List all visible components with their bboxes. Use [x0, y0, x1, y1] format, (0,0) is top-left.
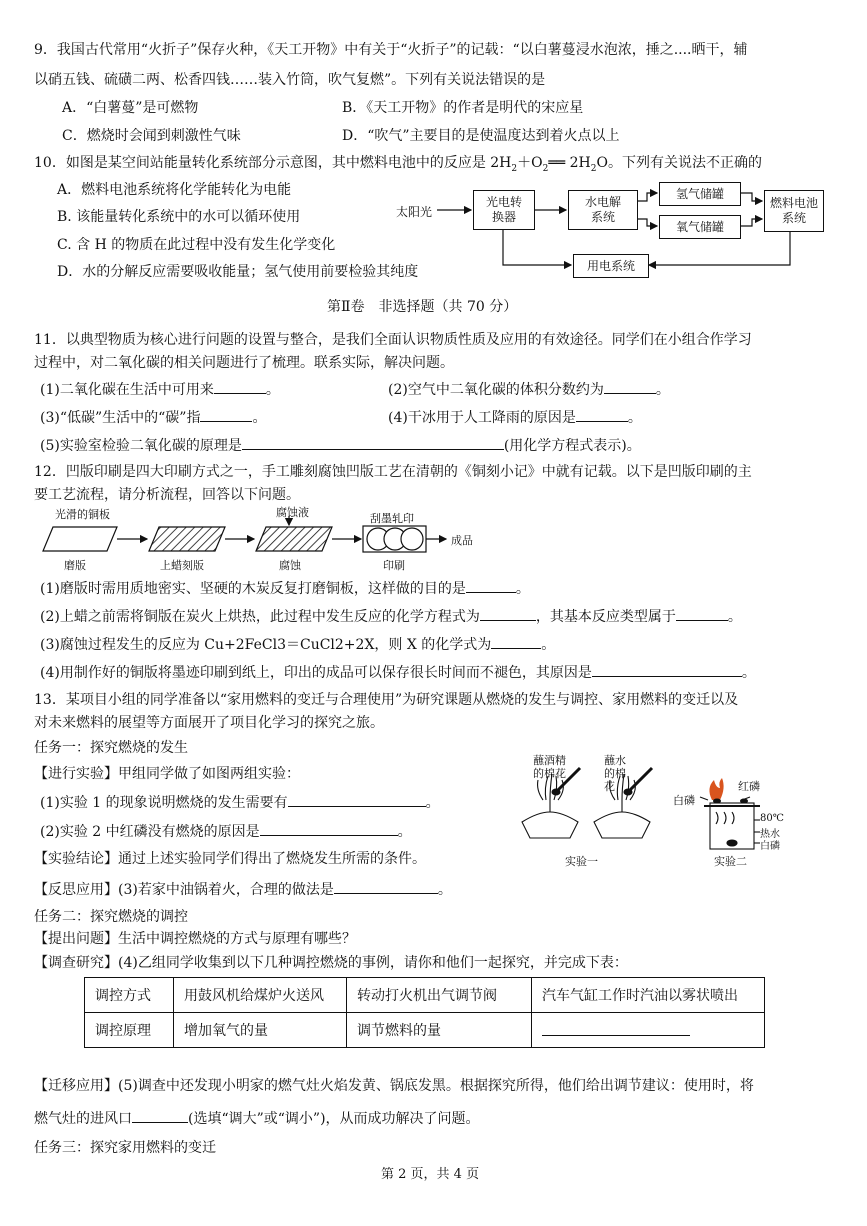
wax-engrave-label: 上蜡刻版: [160, 559, 204, 572]
q10-option-c: C. 含 H 的物质在此过程中没有发生化学变化: [57, 237, 336, 253]
table-cell: 汽车气缸工作时汽油以雾状喷出: [532, 978, 765, 1013]
hot-water-label: 热水: [760, 829, 780, 840]
alcohol-cotton-label: 蘸酒精的棉花: [533, 754, 566, 780]
transfer-line1: 【迁移应用】(5)调查中还发现小明家的燃气灶火焰发黄、锅底发黑。根据探究所得，他们给出调节建议：使用时，将: [34, 1078, 754, 1094]
q10-option-a: A．燃料电池系统将化学能转化为电能: [57, 182, 292, 198]
q13-stem-line2: 对未来燃料的展望等方面展开了项目化学习的探究之旅。: [34, 715, 384, 731]
white-phosphorus-bottom-label: 白磷: [760, 841, 780, 852]
research-heading: 【调查研究】(4)乙组同学收集到以下几种调控燃烧的事例，请你和他们一起探究，并完成下表：: [34, 955, 628, 971]
experiment-1-label: 实验一: [565, 855, 598, 868]
q12-part3: (3)腐蚀过程发生的反应为 Cu+2FeCl3＝CuCl2+2X，则 X 的化学式为 。: [40, 634, 555, 655]
table-cell-answer[interactable]: [532, 1013, 765, 1048]
combustion-control-table: [84, 977, 765, 1048]
task1-heading: 任务一：探究燃烧的发生: [34, 740, 188, 756]
q11-part4: (4)干冰用于人工降雨的原因是 。: [388, 407, 642, 428]
q12-stem-line2: 要工艺流程，请分析流程，回答以下问题。: [34, 487, 300, 503]
o2-tank-box: 氧气储罐: [659, 215, 741, 239]
q11-stem-line2: 过程中，对二氧化碳的相关问题进行了梳理。联系实际，解决问题。: [34, 355, 454, 371]
sunlight-label: 太阳光: [396, 205, 433, 219]
red-phosphorus-label: 红磷: [738, 780, 760, 793]
etchant-label: 腐蚀液: [276, 506, 309, 519]
table-cell: 转动打火机出气调节阀: [347, 978, 532, 1013]
q12-part1: (1)磨版时需用质地密实、坚硬的木炭反复打磨铜板，这样做的目的是 。: [40, 578, 530, 599]
q9-option-d: D．“吹气”主要目的是使温度达到着火点以上: [342, 128, 620, 144]
experiment-intro: 【进行实验】甲组同学做了如图两组实验：: [34, 766, 300, 782]
q9-stem-line2: 以硝五钱、硫磺二两、松香四钱……装入竹筒，吹气复燃”。下列有关说法错误的是: [34, 72, 546, 88]
q13-part2: (2)实验 2 中红磷没有燃烧的原因是 。: [40, 821, 412, 842]
fuel-cell-box: 燃料电池系统: [764, 190, 824, 232]
product-label: 成品: [451, 534, 473, 547]
q10-option-b: B. 该能量转化系统中的水可以循环使用: [57, 209, 301, 225]
section-2-title: 第Ⅱ卷 非选择题（共 70 分）: [327, 299, 518, 315]
q11-part1: (1)二氧化碳在生活中可用来 。: [40, 379, 280, 400]
copper-plate-label: 光滑的铜板: [55, 508, 110, 521]
task3-heading: 任务三：探究家用燃料的变迁: [34, 1140, 216, 1156]
electrolysis-box: 水电解系统: [568, 190, 638, 230]
white-phosphorus-top-label: 白磷: [673, 794, 695, 807]
question-heading: 【提出问题】生活中调控燃烧的方式与原理有哪些？: [34, 931, 356, 947]
table-row: [85, 1013, 765, 1048]
experiment-conclusion: 【实验结论】通过上述实验同学们得出了燃烧发生所需的条件。: [34, 851, 426, 867]
q11-stem-line1: 11．以典型物质为核心进行问题的设置与整合，是我们全面认识物质性质及应用的有效途径。同学们在小组合作学习: [34, 332, 752, 348]
q13-part3: 【反思应用】(3)若家中油锅着火，合理的做法是 。: [34, 879, 452, 900]
q12-stem-line1: 12．凹版印刷是四大印刷方式之一，手工雕刻腐蚀凹版工艺在清朝的《铜刻小记》中就有记载。以下是凹版印刷的主: [34, 464, 752, 480]
print-label: 印刷: [383, 559, 405, 572]
h2-tank-box: 氢气储罐: [659, 182, 741, 206]
q9-stem-line1: 9．我国古代常用“火折子”保存火种，《天工开物》中有关于“火折子”的记载：“以白薯蔓浸水泡浓，捶之....晒干，辅: [34, 42, 748, 58]
q10-option-d: D．水的分解反应需要吸收能量；氢气使用前要检验其纯度: [57, 264, 419, 280]
transfer-line2: 燃气灶的进风口 (选填“调大”或“调小”)，从而成功解决了问题。: [34, 1108, 480, 1129]
q13-blank5[interactable]: [132, 1108, 188, 1123]
q11-part3: (3)“低碳”生活中的“碳”指 。: [40, 407, 266, 428]
table-cell: 调节燃料的量: [347, 1013, 532, 1048]
table-cell: 增加氧气的量: [174, 1013, 347, 1048]
q9-option-a: A．“白薯蔓”是可燃物: [62, 100, 199, 116]
table-cell: 调控方式: [85, 978, 174, 1013]
table-cell: 调控原理: [85, 1013, 174, 1048]
q13-stem-line1: 13．某项目小组的同学准备以“家用燃料的变迁与合理使用”为研究课题从燃烧的发生与调控、家用燃料的变迁以及: [34, 692, 739, 708]
q9-option-b: B．《天工开物》的作者是明代的宋应星: [342, 100, 584, 116]
table-cell: 用鼓风机给煤炉火送风: [174, 978, 347, 1013]
task2-heading: 任务二：探究燃烧的调控: [34, 909, 188, 925]
water-cotton-label: 蘸水的棉花: [604, 754, 626, 793]
pv-converter-box: 光电转换器: [473, 190, 535, 230]
experiment-2-label: 实验二: [714, 855, 747, 868]
q11-part5: (5)实验室检验二氧化碳的原理是 (用化学方程式表示)。: [40, 435, 641, 456]
q12-part4: (4)用制作好的铜版将墨迹印刷到纸上，印出的成品可以保存很长时间而不褪色，其原因是 。: [40, 662, 756, 683]
temperature-label: 80℃: [760, 813, 784, 824]
grind-label: 磨版: [64, 559, 86, 572]
etch-label: 腐蚀: [279, 559, 301, 572]
table-row: [85, 978, 765, 1013]
ink-roll-label: 刮墨轧印: [370, 512, 414, 525]
page-footer: 第 2 页，共 4 页: [381, 1167, 480, 1182]
q9-option-c: C．燃烧时会闻到刺激性气味: [62, 128, 241, 144]
q10-stem: 10．如图是某空间站能量转化系统部分示意图，其中燃料电池中的反应是 $2H_2+O_2══$ $2H_2O$。下列有关说法不正确的: [34, 155, 762, 174]
q11-part2: (2)空气中二氧化碳的体积分数约为 。: [388, 379, 670, 400]
q12-part2: (2)上蜡之前需将铜版在炭火上烘热，此过程中发生反应的化学方程式为 ，其基本反应类型属于 。: [40, 606, 742, 627]
q13-part1: (1)实验 1 的现象说明燃烧的发生需要有 。: [40, 792, 440, 813]
q13-blank4[interactable]: [542, 1021, 690, 1036]
power-system-box: 用电系统: [573, 254, 649, 278]
